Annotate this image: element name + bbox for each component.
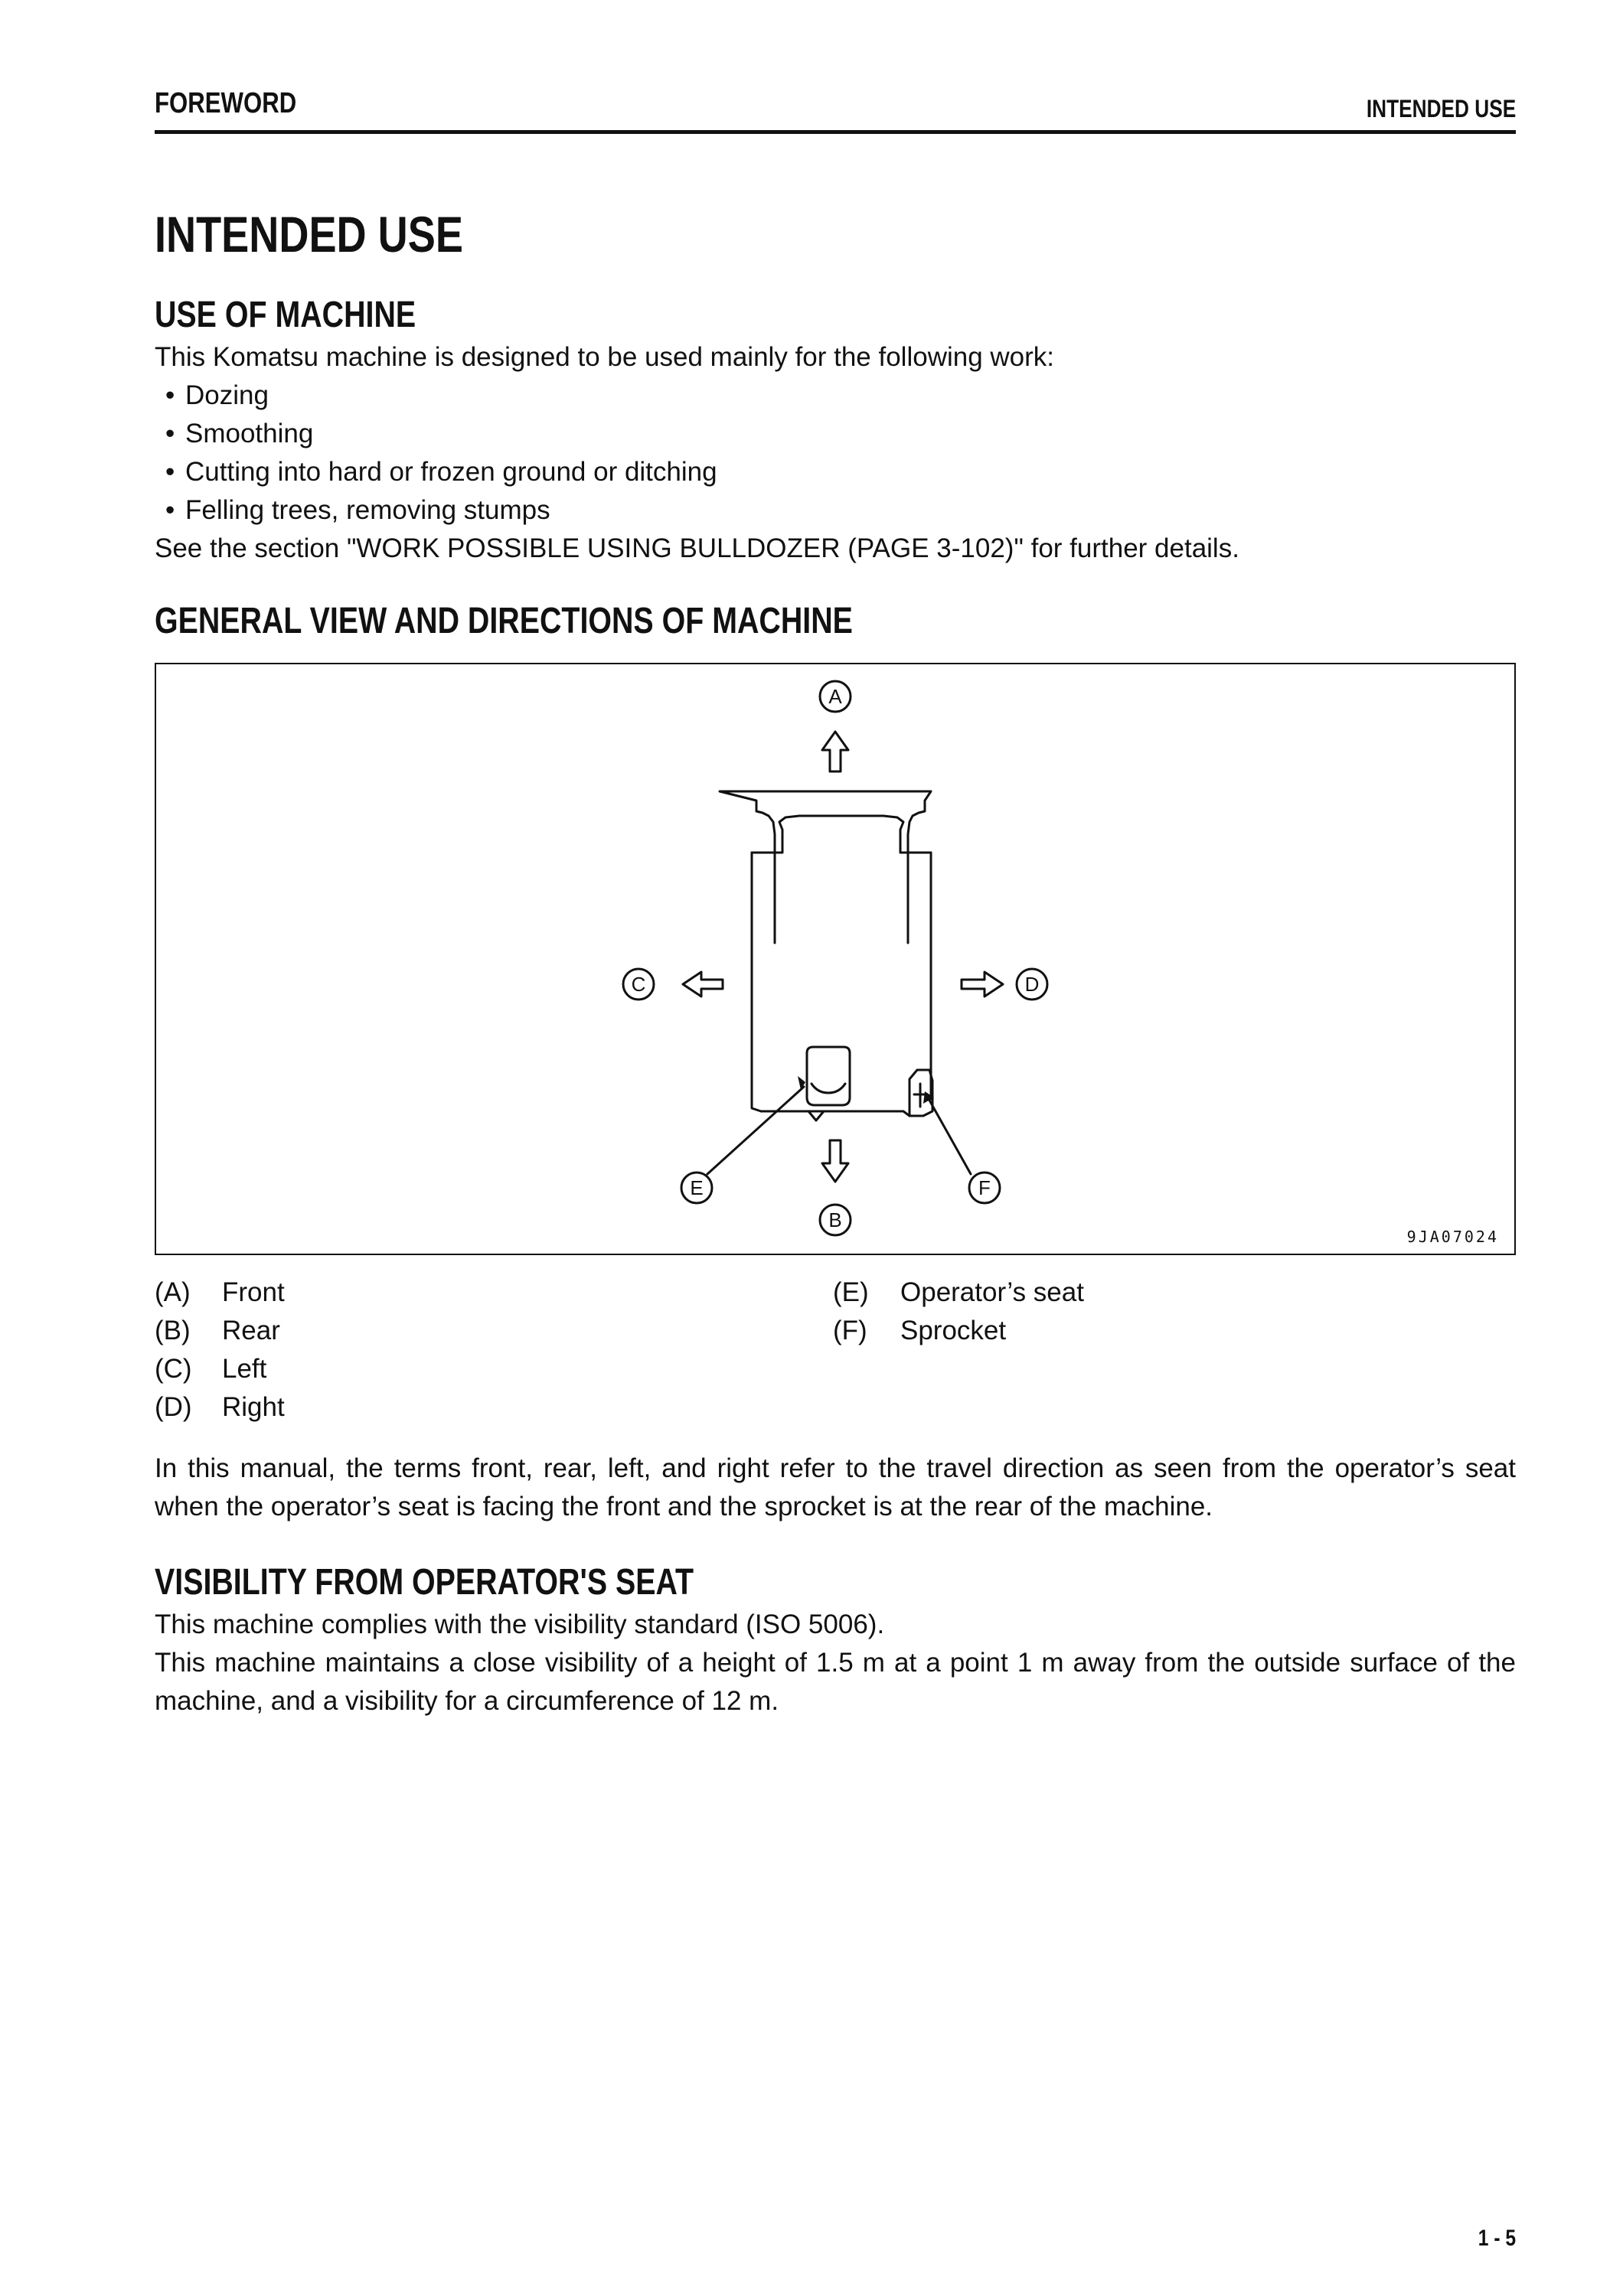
left-arrow-icon (683, 972, 723, 996)
list-item: • Smoothing (155, 415, 717, 453)
page-number: 1 - 5 (1478, 2226, 1516, 2251)
marker-f: F (978, 1176, 991, 1199)
marker-c: C (631, 973, 646, 996)
legend-row (155, 1274, 285, 1312)
marker-b: B (828, 1208, 842, 1231)
visibility-line-2: This machine maintains a close visibility of a height of 1.5 m at a point 1 m away from the outside surface of the machine, and a visibility for a circumference of 12 m. (155, 1648, 1516, 1716)
header-section: FOREWORD (155, 87, 297, 119)
direction-note: In this manual, the terms front, rear, left, and right refer to the travel direction as seen from the operator’s seat when the operator’s seat is facing the front and the sprocket is at the rear of the machine. (155, 1453, 1516, 1521)
see-also-text: See the section "WORK POSSIBLE USING BULLDOZER (PAGE 3-102)" for further details. (155, 533, 1239, 563)
legend-key: (B) (155, 1316, 191, 1345)
legend-key: (D) (155, 1392, 192, 1422)
list-item: • Felling trees, removing stumps (155, 491, 717, 530)
heading-general-view: GENERAL VIEW AND DIRECTIONS OF MACHINE (155, 601, 853, 641)
body-bottom (761, 1111, 909, 1116)
work-list (155, 377, 717, 530)
rear-notch (808, 1111, 824, 1120)
rear-arrow-icon (822, 1140, 848, 1182)
marker-a: A (828, 685, 842, 708)
left-track-outer (752, 853, 761, 1111)
heading-visibility: VISIBILITY FROM OPERATOR'S SEAT (155, 1562, 694, 1603)
leader-f (928, 1097, 971, 1174)
legend-label: Front (222, 1277, 285, 1307)
header-topic: INTENDED USE (1366, 95, 1516, 122)
legend-label: Operator’s seat (900, 1277, 1084, 1307)
legend-key: (A) (155, 1277, 191, 1307)
visibility-line-1: This machine complies with the visibility standard (ISO 5006). (155, 1609, 885, 1639)
legend-row (155, 1350, 285, 1388)
header-rule (155, 130, 1516, 134)
left-track-inner (752, 853, 775, 943)
marker-e: E (690, 1176, 704, 1199)
legend-row (155, 1312, 285, 1350)
leader-e (707, 1087, 804, 1174)
blade-outline (720, 791, 931, 853)
figure-code: 9JA07024 (1406, 1228, 1499, 1246)
front-arrow-icon (822, 732, 848, 771)
marker-d: D (1024, 973, 1040, 996)
legend-row (833, 1312, 1084, 1350)
legend-left (155, 1274, 285, 1427)
legend-row (833, 1274, 1084, 1312)
legend-label: Rear (222, 1316, 280, 1345)
seat-cushion (812, 1084, 845, 1093)
use-intro: This Komatsu machine is designed to be used mainly for the following work: (155, 342, 1055, 372)
list-item: • Cutting into hard or frozen ground or ditching (155, 453, 717, 491)
machine-diagram (156, 664, 1514, 1254)
list-item: • Dozing (155, 377, 717, 415)
right-arrow-icon (962, 972, 1003, 996)
legend-label: Right (222, 1392, 285, 1422)
legend-key: (E) (833, 1277, 869, 1307)
legend-key: (C) (155, 1354, 192, 1384)
legend-label: Left (222, 1354, 267, 1384)
heading-use-of-machine: USE OF MACHINE (155, 295, 416, 335)
legend-label: Sprocket (900, 1316, 1007, 1345)
legend-right (833, 1274, 1084, 1350)
machine-directions-figure (155, 663, 1516, 1255)
legend-key: (F) (833, 1316, 867, 1345)
legend-row (155, 1388, 285, 1427)
page-title: INTENDED USE (155, 206, 463, 263)
operator-seat-icon (807, 1047, 850, 1105)
